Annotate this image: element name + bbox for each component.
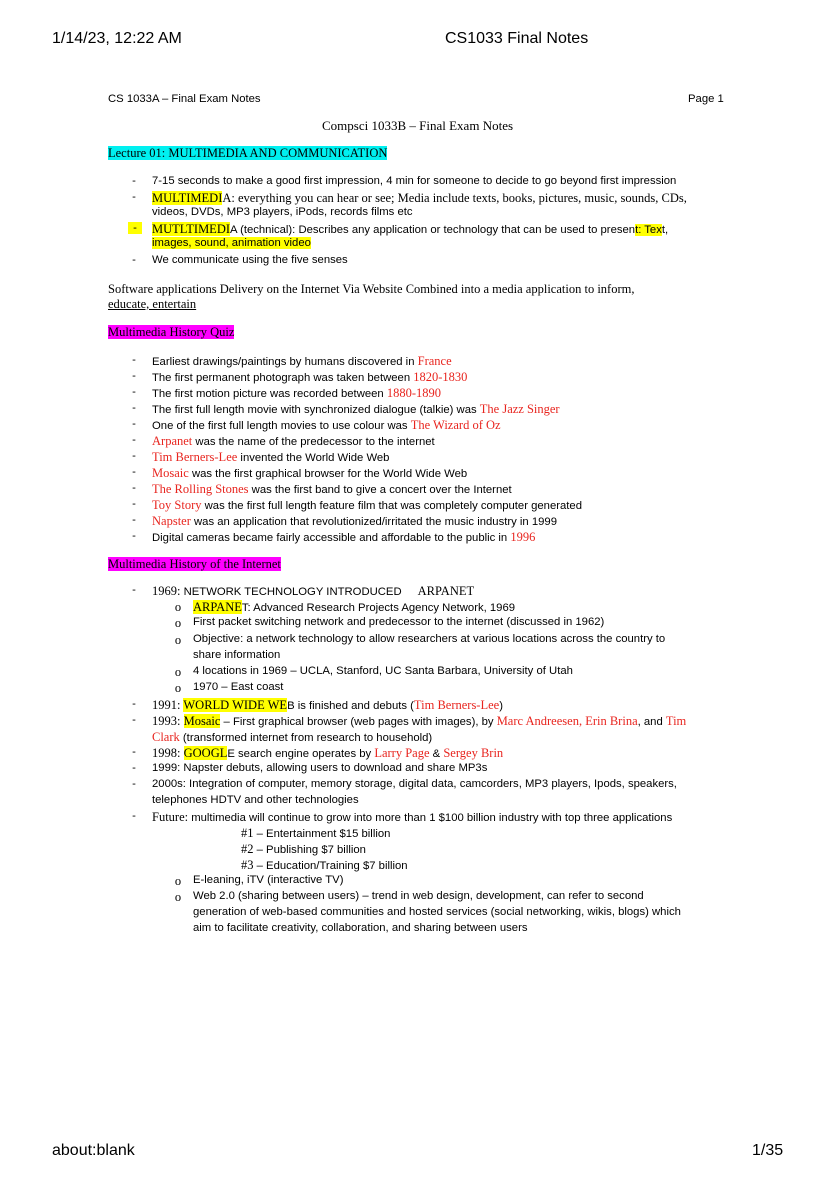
future-rank-1: #1 – Entertainment $15 billion (241, 826, 391, 840)
software-line-2: educate, entertain (108, 297, 197, 311)
future-sub-item-cont: aim to facilitate creativity, collaboration, and sharing between users (193, 922, 528, 934)
internet-item-1993-cont: Clark (transformed internet from research to household) (152, 730, 433, 744)
doc-title: Compsci 1033B – Final Exam Notes (322, 118, 514, 133)
quiz-heading: Multimedia History Quiz (108, 325, 235, 339)
internet-item-2000s-cont: telephones HDTV and other technologies (152, 794, 359, 806)
future-sub-item-cont: generation of web-based communities and hosted services (social networking, wikis, blogs) which (193, 906, 681, 918)
dash-marker: - (132, 254, 136, 266)
future-rank-2: #2 – Publishing $7 billion (241, 842, 366, 856)
lecture-heading-text: Lecture 01: MULTIMEDIA AND COMMUNICATION (108, 146, 388, 160)
print-page-count: 1/35 (752, 1142, 784, 1159)
dash-marker: - (128, 222, 142, 234)
lecture-bullet-3-line2: images, sound, animation video (152, 237, 311, 249)
print-url: about:blank (52, 1142, 135, 1159)
lecture-heading (108, 146, 387, 161)
dash-marker: - (132, 191, 136, 203)
dash-marker: - (132, 175, 136, 187)
internet-heading: Multimedia History of the Internet (108, 557, 281, 571)
software-line: Software applications Delivery on the Internet Via Website Combined into a media application to inform, (108, 282, 635, 296)
print-title: CS1033 Final Notes (445, 30, 589, 47)
internet-sub-item-cont: share information (193, 649, 281, 661)
future-rank-3: #3 – Education/Training $7 billion (241, 858, 408, 872)
lecture-bullet-2-line2: videos, DVDs, MP3 players, iPods, records films etc (152, 206, 413, 218)
print-datetime: 1/14/23, 12:22 AM (52, 30, 182, 47)
doc-header-right: Page 1 (688, 93, 724, 105)
doc-header-left: CS 1033A – Final Exam Notes (108, 93, 261, 105)
